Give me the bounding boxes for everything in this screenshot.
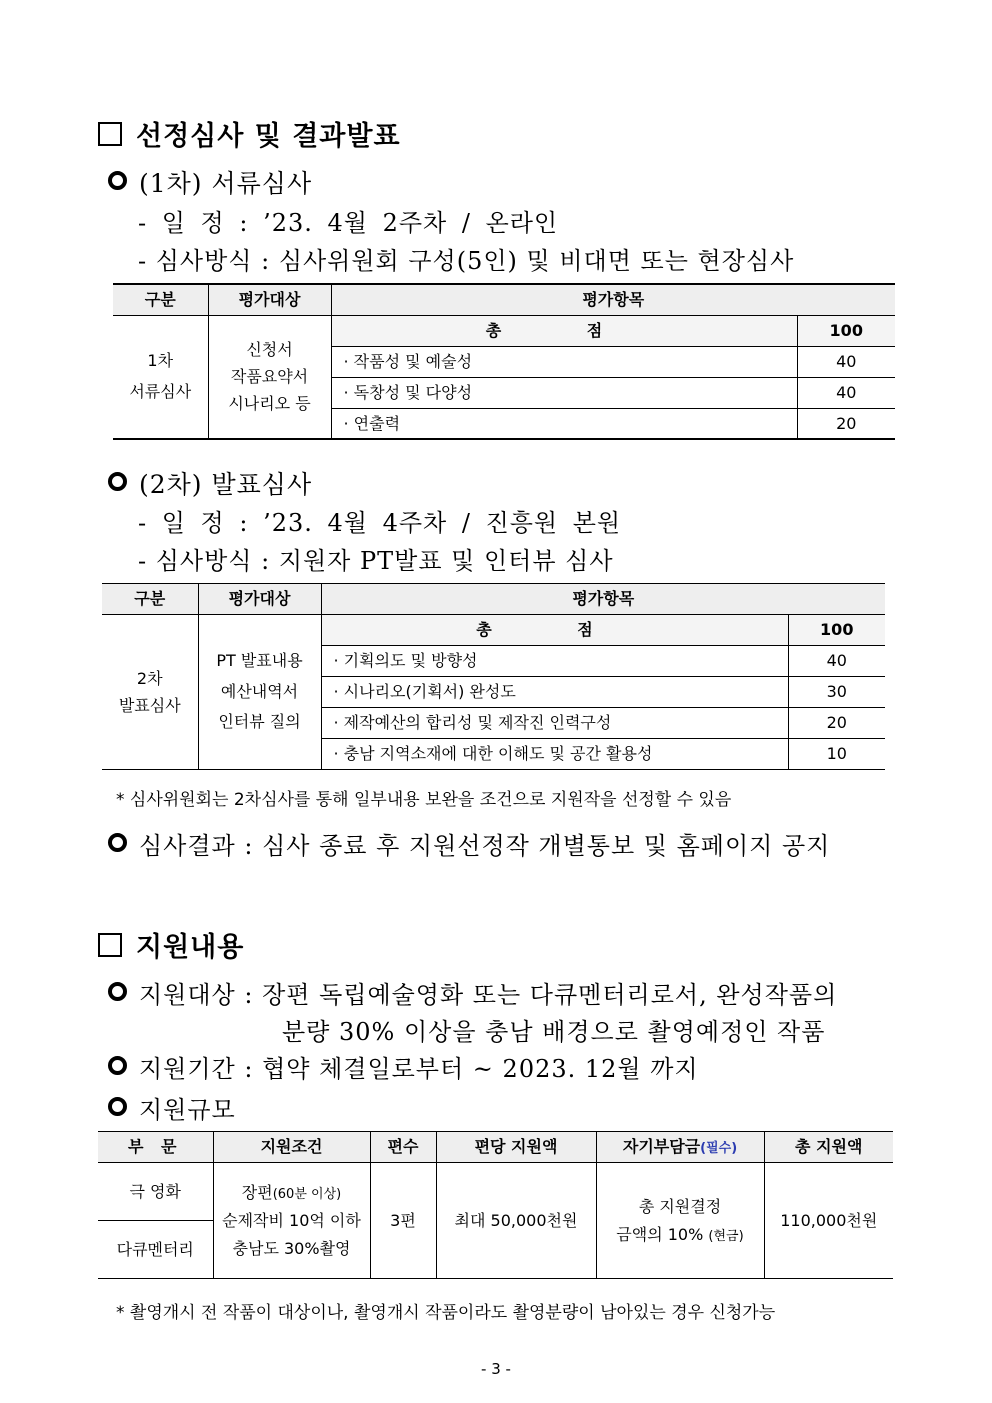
eval-item: · 독창성 및 다양성 [331,377,797,408]
eval-score: 40 [797,377,895,408]
eval-score: 20 [797,408,895,439]
col-items: 평가항목 [321,584,885,615]
support-scale-table [98,1131,893,1279]
pt-review-method: - 심사방식 : 지원자 PT발표 및 인터뷰 심사 [138,547,614,575]
col-total-amount: 총 지원액 [764,1132,893,1163]
col-items: 평가항목 [331,284,895,315]
eval-score: 40 [797,346,895,377]
bullet-ring-icon [108,171,127,190]
total-label: 총 점 [331,315,797,346]
total-score: 100 [797,315,895,346]
support-period-line: 지원기간 : 협약 체결일로부터 ~ 2023. 12월 까지 [108,1049,699,1084]
support-target-line-2: 분량 30% 이상을 충남 배경으로 촬영예정인 작품 [282,1018,826,1046]
col-category: 구분 [113,284,208,315]
bullet-ring-icon [108,472,127,491]
count-cell: 3편 [370,1163,436,1279]
self-burden-cell: 총 지원결정 금액의 10% (현금) [596,1163,764,1279]
division-documentary: 다큐멘터리 [98,1221,213,1279]
eval-item: · 충남 지역소재에 대한 이해도 및 공간 활용성 [321,739,788,770]
col-target: 평가대상 [208,284,331,315]
condition-cell: 장편(60분 이상) 순제작비 10억 이하 충남도 30%촬영 [213,1163,370,1279]
eval-score: 10 [788,739,885,770]
eval-score: 40 [788,646,885,677]
checkbox-square-icon [98,933,122,957]
col-category: 구분 [102,584,198,615]
col-count: 편수 [370,1132,436,1163]
bullet-ring-icon [108,1097,127,1116]
division-feature-film: 극 영화 [98,1163,213,1221]
result-line: 심사결과 : 심사 종료 후 지원선정작 개별통보 및 홈페이지 공지 [108,826,830,861]
doc-review-method: - 심사방식 : 심사위원회 구성(5인) 및 비대면 또는 현장심사 [138,247,795,275]
col-self-burden: 자기부담금(필수) [596,1132,764,1163]
eval-item: · 시나리오(기획서) 완성도 [321,677,788,708]
total-amount-cell: 110,000천원 [764,1163,893,1279]
eval-item: · 연출력 [331,408,797,439]
eval-item: · 기획의도 및 방향성 [321,646,788,677]
pt-review-schedule: - 일 정 : ’23. 4월 4주차 / 진흥원 본원 [138,509,622,537]
doc-review-table [113,283,895,440]
bullet-ring-icon [108,833,127,852]
eval-score: 20 [788,708,885,739]
eval-item: · 작품성 및 예술성 [331,346,797,377]
pt-review-heading: (2차) 발표심사 [108,465,312,501]
support-note: * 촬영개시 전 작품이 대상이나, 촬영개시 작품이라도 촬영분량이 남아있는 경우 신청가능 [116,1303,776,1323]
pt-review-table [102,583,885,770]
review-note: * 심사위원회는 2차심사를 통해 일부내용 보완을 조건으로 지원작을 선정할 수 있음 [116,790,732,810]
target-cell: 신청서 작품요약서 시나리오 등 [208,315,331,439]
col-per-amount: 편당 지원액 [436,1132,596,1163]
col-target: 평가대상 [198,584,321,615]
section-title-selection: 선정심사 및 결과발표 [98,114,401,153]
col-division: 부 문 [98,1132,213,1163]
bullet-ring-icon [108,1056,127,1075]
target-cell: PT 발표내용 예산내역서 인터뷰 질의 [198,615,321,770]
per-amount-cell: 최대 50,000천원 [436,1163,596,1279]
support-target-line: 지원대상 : 장편 독립예술영화 또는 다큐멘터리로서, 완성작품의 [108,975,837,1010]
support-scale-line: 지원규모 [108,1090,236,1125]
bullet-ring-icon [108,982,127,1001]
doc-review-schedule: - 일 정 : ’23. 4월 2주차 / 온라인 [138,209,559,237]
doc-review-heading: (1차) 서류심사 [108,164,312,200]
checkbox-square-icon [98,122,122,146]
stage-cell: 2차 발표심사 [102,615,198,770]
eval-item: · 제작예산의 합리성 및 제작진 인력구성 [321,708,788,739]
stage-cell: 1차 서류심사 [113,315,208,439]
total-score: 100 [788,615,885,646]
section-title-support: 지원내용 [98,925,244,964]
eval-score: 30 [788,677,885,708]
total-label: 총 점 [321,615,788,646]
col-condition: 지원조건 [213,1132,370,1163]
page-number: - 3 - [481,1360,511,1378]
